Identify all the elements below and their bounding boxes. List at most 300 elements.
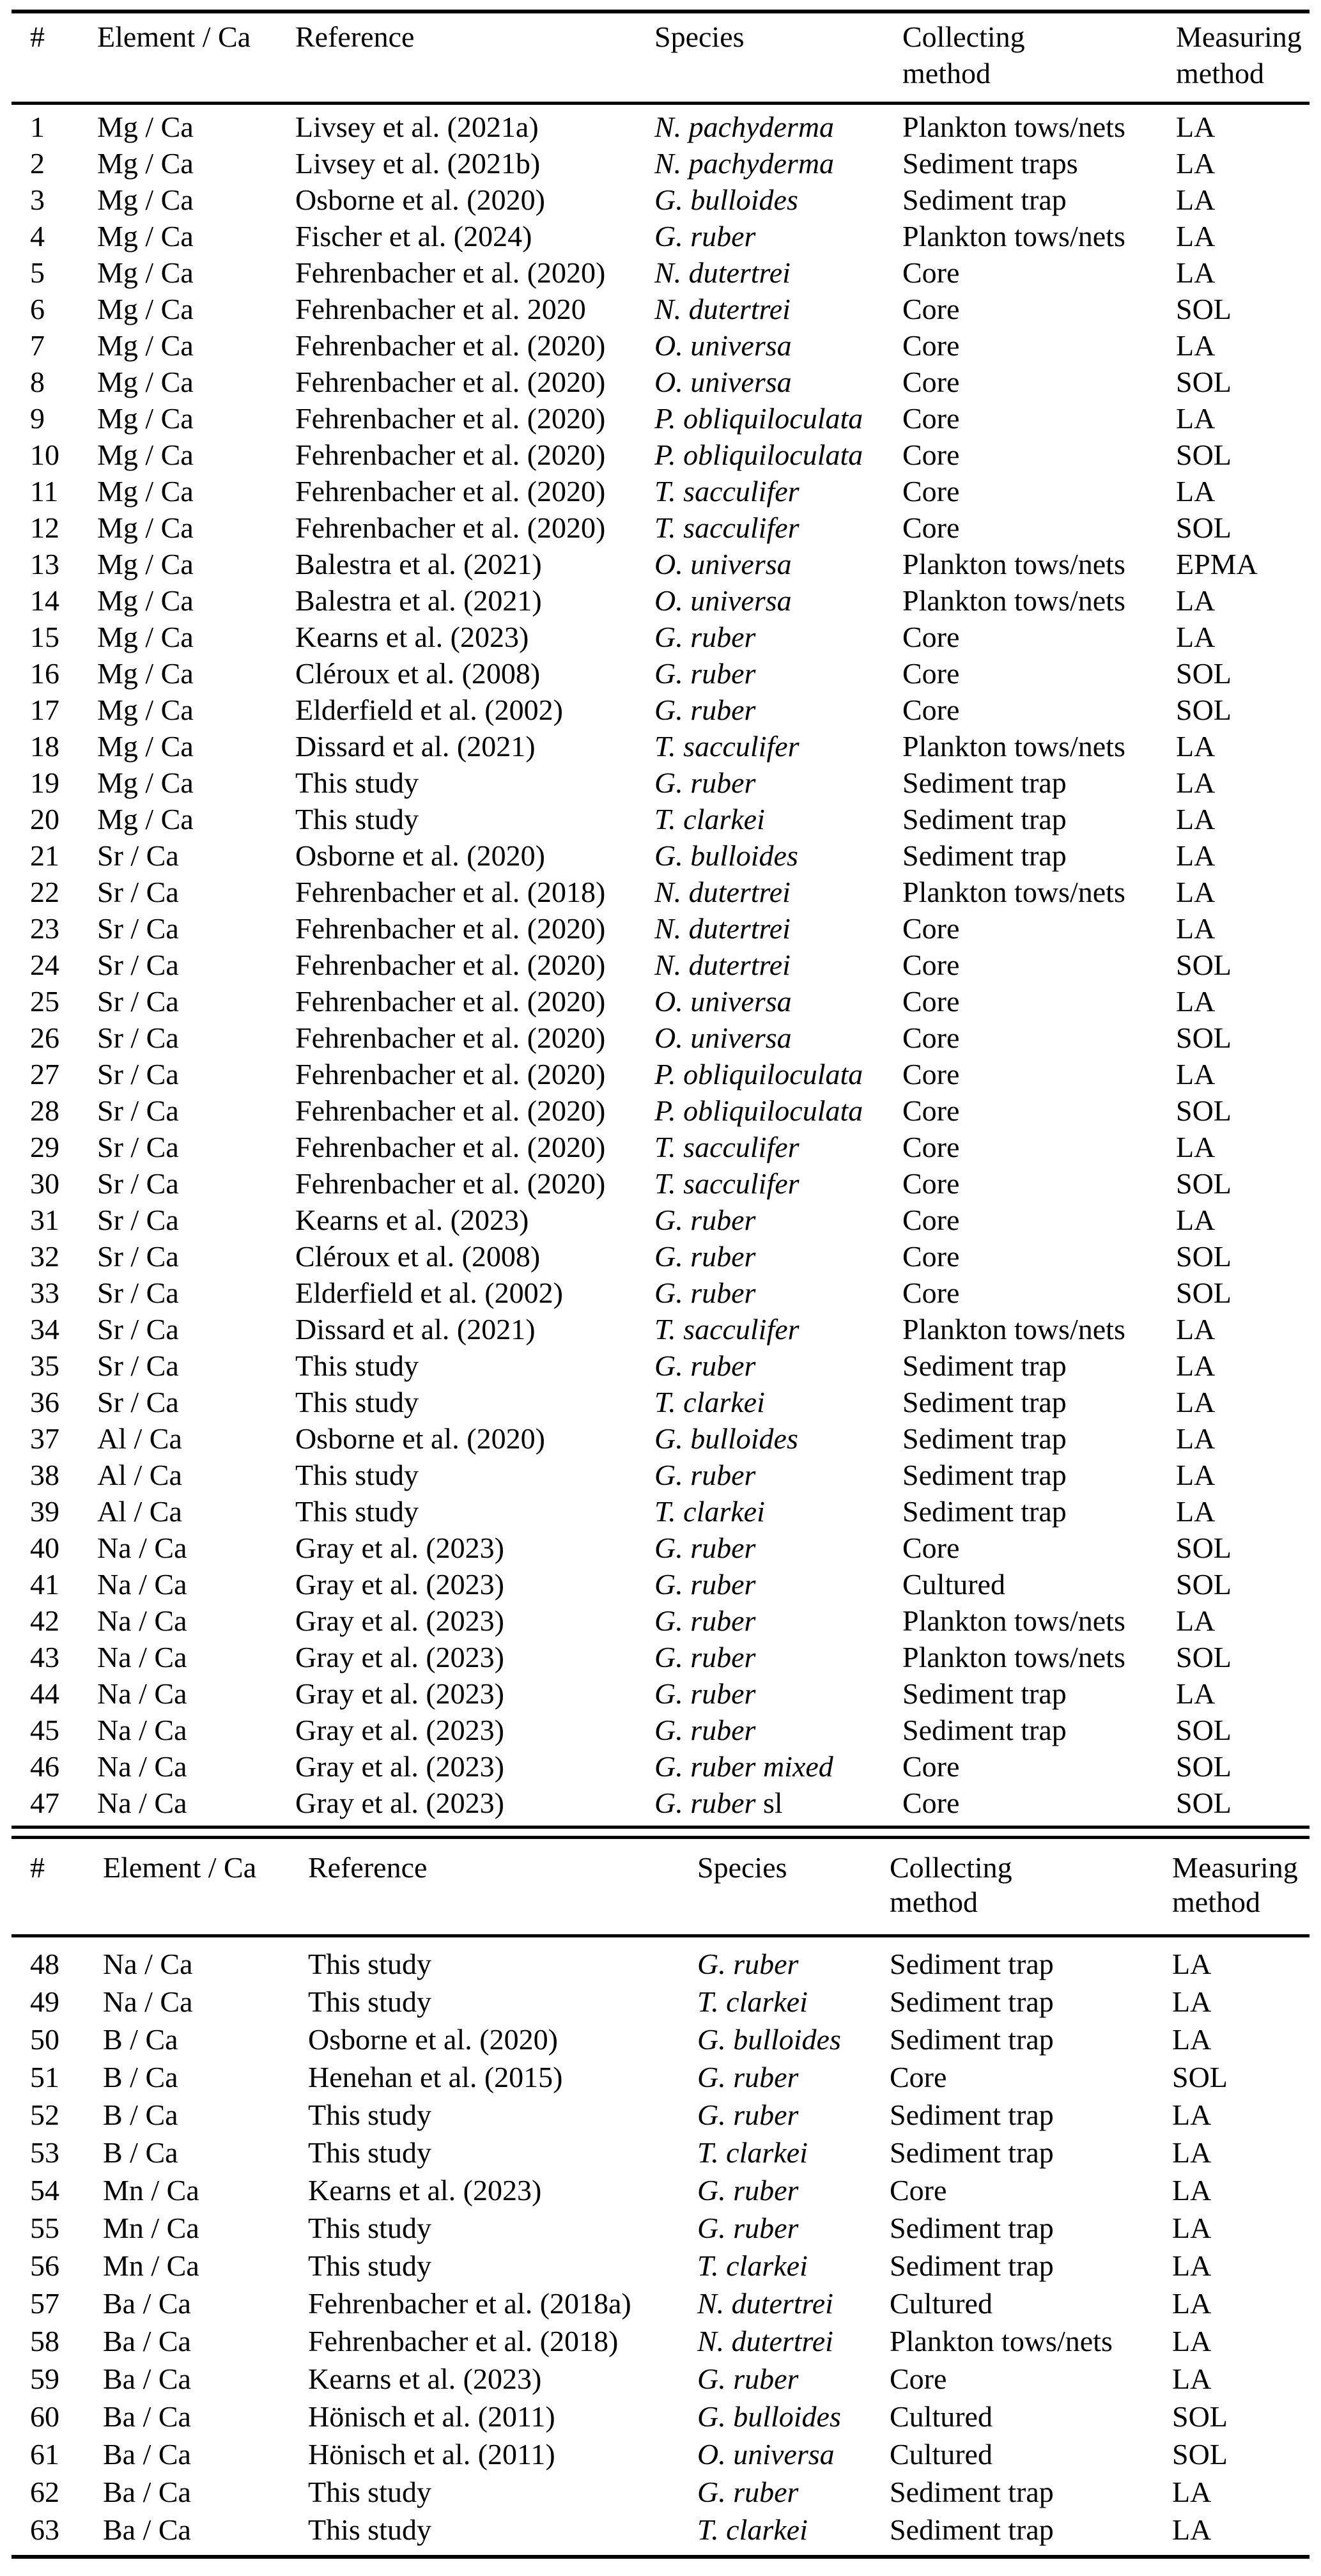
column-header-line: method (1176, 57, 1264, 89)
species-name: N. dutertrei (654, 293, 791, 325)
cell-element: Mg / Ca (97, 730, 194, 763)
cell-reference: Fehrenbacher et al. (2020) (295, 1131, 606, 1163)
cell-element: Na / Ca (97, 1532, 187, 1564)
cell-measuring: LA (1172, 2363, 1212, 2395)
species-name: O. universa (654, 548, 792, 580)
cell-measuring: LA (1176, 1459, 1216, 1491)
table-row (12, 327, 1309, 364)
cell-reference: This study (308, 2249, 431, 2282)
table-row (12, 291, 1309, 327)
cell-measuring: SOL (1176, 1240, 1232, 1273)
cell-reference: This study (308, 2099, 431, 2131)
cell-collecting: Plankton tows/nets (902, 730, 1125, 763)
column-header-line: method (890, 1886, 978, 1918)
cell-reference: Fehrenbacher et al. (2020) (295, 256, 606, 289)
cell-measuring: LA (1172, 2476, 1212, 2508)
cell-measuring: LA (1172, 1985, 1212, 2018)
cell-reference: Fehrenbacher et al. (2020) (295, 949, 606, 981)
cell-num: 19 (30, 766, 59, 799)
cell-reference: Cléroux et al. (2008) (295, 657, 541, 690)
cell-num: 25 (30, 985, 59, 1018)
cell-num: 48 (30, 1948, 59, 1980)
cell-num: 57 (30, 2287, 59, 2320)
species-name: O. universa (654, 1021, 792, 1054)
cell-collecting: Core (902, 949, 960, 981)
cell-collecting: Sediment trap (902, 1386, 1067, 1418)
cell-species (654, 509, 902, 546)
cell-element: Mg / Ca (97, 803, 194, 835)
cell-reference: Fehrenbacher et al. (2018) (308, 2325, 619, 2357)
cell-num: 22 (30, 876, 59, 908)
cell-species (654, 1712, 902, 1748)
cell-collecting: Cultured (890, 2287, 993, 2320)
species-name: T. clarkei (654, 1495, 765, 1528)
cell-num: 55 (30, 2212, 59, 2244)
cell-num: 21 (30, 839, 59, 872)
cell-reference: Livsey et al. (2021a) (295, 111, 539, 143)
cell-reference: Elderfield et al. (2002) (295, 1276, 563, 1309)
table-row (12, 1311, 1309, 1347)
cell-element: Mg / Ca (97, 183, 194, 216)
cell-collecting: Core (902, 694, 960, 726)
cell-measuring: LA (1176, 766, 1216, 799)
cell-measuring: SOL (1176, 1532, 1232, 1564)
cell-collecting: Plankton tows/nets (902, 548, 1125, 580)
cell-species (654, 764, 902, 801)
cell-num: 51 (30, 2061, 59, 2093)
cell-num: 7 (30, 329, 45, 362)
species-name: N. pachyderma (654, 147, 835, 180)
table-row (12, 2398, 1309, 2435)
table-row (12, 1420, 1309, 1457)
table-row (12, 947, 1309, 983)
table-row (12, 1384, 1309, 1420)
cell-collecting: Core (902, 1167, 960, 1200)
cell-reference: This study (295, 1386, 419, 1418)
cell-num: 18 (30, 730, 59, 763)
cell-reference: Fehrenbacher et al. (2020) (295, 1094, 606, 1127)
cell-num: 24 (30, 949, 59, 981)
cell-num: 4 (30, 220, 45, 252)
cell-measuring: LA (1172, 2136, 1212, 2169)
cell-element: B / Ca (103, 2099, 178, 2131)
column-header-collecting (890, 1838, 1172, 1936)
table-row (12, 837, 1309, 874)
cell-measuring: LA (1172, 1948, 1212, 1980)
cell-collecting: Core (902, 912, 960, 945)
species-name: N. dutertrei (697, 2287, 833, 2320)
cell-measuring: SOL (1176, 657, 1232, 690)
cell-species (654, 473, 902, 509)
cell-collecting: Plankton tows/nets (902, 1641, 1125, 1673)
cell-element: Mn / Ca (103, 2212, 199, 2244)
cell-num: 9 (30, 402, 45, 435)
cell-num: 44 (30, 1677, 59, 1710)
table-row (12, 2021, 1309, 2058)
cell-species (654, 874, 902, 910)
cell-species (654, 1020, 902, 1056)
cell-collecting: Sediment trap (890, 1948, 1054, 1980)
cell-measuring: LA (1176, 147, 1216, 180)
cell-species (654, 801, 902, 837)
cell-reference: Fehrenbacher et al. (2018a) (308, 2287, 631, 2320)
cell-reference: Fehrenbacher et al. (2020) (295, 475, 606, 508)
cell-species (654, 327, 902, 364)
cell-measuring: LA (1176, 1677, 1216, 1710)
cell-measuring: LA (1172, 2513, 1212, 2546)
cell-num: 45 (30, 1714, 59, 1746)
cell-reference: This study (308, 1985, 431, 2018)
table-row (12, 1238, 1309, 1275)
cell-species (654, 1384, 902, 1420)
cell-element: Sr / Ca (97, 1240, 179, 1273)
cell-measuring: LA (1176, 876, 1216, 908)
cell-measuring: SOL (1176, 949, 1232, 981)
species-name: T. clarkei (697, 2513, 808, 2546)
cell-reference: Kearns et al. (2023) (295, 1204, 529, 1236)
cell-collecting: Sediment trap (890, 2513, 1054, 2546)
cell-species (697, 2171, 890, 2209)
cell-element: Ba / Ca (103, 2287, 191, 2320)
cell-element: Mg / Ca (97, 329, 194, 362)
cell-measuring: SOL (1176, 293, 1232, 325)
species-name: G. bulloides (654, 183, 798, 216)
table-body-part-1 (12, 104, 1309, 1827)
table-row (12, 1457, 1309, 1493)
cell-reference: Fehrenbacher et al. 2020 (295, 293, 586, 325)
species-name: N. dutertrei (697, 2325, 833, 2357)
cell-measuring: LA (1172, 2325, 1212, 2357)
table-row (12, 1566, 1309, 1602)
cell-reference: Dissard et al. (2021) (295, 1313, 536, 1346)
cell-num: 34 (30, 1313, 59, 1346)
species-name: G. ruber (654, 1276, 756, 1309)
cell-measuring: LA (1172, 2249, 1212, 2282)
cell-element: Sr / Ca (97, 876, 179, 908)
cell-collecting: Sediment trap (890, 2476, 1054, 2508)
species-name: T. sacculifer (654, 1167, 800, 1200)
column-header-line: Measuring (1176, 20, 1302, 53)
cell-reference: Gray et al. (2023) (295, 1750, 504, 1783)
cell-element: Sr / Ca (97, 1094, 179, 1127)
cell-measuring: LA (1172, 2212, 1212, 2244)
species-name: T. clarkei (697, 2249, 808, 2282)
cell-reference: Fehrenbacher et al. (2020) (295, 1058, 606, 1090)
cell-species (654, 104, 902, 146)
cell-species (654, 983, 902, 1020)
cell-species (654, 1092, 902, 1129)
cell-element: Mg / Ca (97, 511, 194, 544)
cell-species (654, 910, 902, 947)
cell-element: B / Ca (103, 2061, 178, 2093)
table-row (12, 2285, 1309, 2322)
cell-collecting: Core (902, 475, 960, 508)
table-row (12, 2058, 1309, 2096)
species-name: G. bulloides (697, 2023, 841, 2056)
cell-element: Mg / Ca (97, 366, 194, 398)
column-header-line: method (902, 57, 991, 89)
cell-collecting: Plankton tows/nets (902, 1313, 1125, 1346)
table-row (12, 764, 1309, 801)
cell-num: 31 (30, 1204, 59, 1236)
cell-reference: Fehrenbacher et al. (2020) (295, 1167, 606, 1200)
cell-reference: This study (295, 1349, 419, 1382)
cell-collecting: Sediment traps (902, 147, 1078, 180)
species-name: G. ruber (697, 2174, 799, 2207)
cell-reference: This study (295, 1495, 419, 1528)
species-name: G. ruber (654, 1714, 756, 1746)
cell-element: Na / Ca (103, 1985, 193, 2018)
cell-num: 30 (30, 1167, 59, 1200)
cell-collecting: Sediment trap (890, 2099, 1054, 2131)
cell-reference: Gray et al. (2023) (295, 1714, 504, 1746)
cell-measuring: SOL (1176, 1021, 1232, 1054)
species-name: T. clarkei (654, 1386, 765, 1418)
cell-collecting: Core (902, 366, 960, 398)
cell-collecting: Plankton tows/nets (902, 220, 1125, 252)
cell-reference: Fehrenbacher et al. (2020) (295, 438, 606, 471)
table-row (12, 2511, 1309, 2557)
cell-measuring: LA (1172, 2287, 1212, 2320)
table-row (12, 1202, 1309, 1238)
cell-species (654, 1748, 902, 1785)
cell-reference: Fehrenbacher et al. (2020) (295, 366, 606, 398)
table-row (12, 1639, 1309, 1675)
cell-num: 61 (30, 2438, 59, 2471)
cell-measuring: LA (1176, 839, 1216, 872)
species-name: N. dutertrei (654, 912, 791, 945)
cell-collecting: Core (902, 985, 960, 1018)
cell-num: 6 (30, 293, 45, 325)
table-header-part-2 (12, 1838, 1309, 1936)
cell-element: Sr / Ca (97, 912, 179, 945)
cell-collecting: Sediment trap (890, 2023, 1054, 2056)
cell-measuring: SOL (1176, 1094, 1232, 1127)
table-row (12, 728, 1309, 764)
cell-collecting: Plankton tows/nets (902, 111, 1125, 143)
column-header-measuring (1172, 1838, 1309, 1936)
cell-element: Na / Ca (97, 1714, 187, 1746)
species-name: G. ruber (654, 1240, 756, 1273)
cell-species (654, 1238, 902, 1275)
cell-reference: Kearns et al. (2023) (295, 621, 529, 653)
cell-species (654, 1275, 902, 1311)
cell-element: Al / Ca (97, 1459, 182, 1491)
species-name: T. sacculifer (654, 475, 800, 508)
cell-species (654, 655, 902, 692)
cell-collecting: Core (902, 329, 960, 362)
cell-element: Na / Ca (97, 1787, 187, 1819)
cell-num: 59 (30, 2363, 59, 2395)
cell-reference: Gray et al. (2023) (295, 1677, 504, 1710)
cell-measuring: SOL (1176, 1750, 1232, 1783)
cell-collecting: Core (902, 1094, 960, 1127)
cell-collecting: Sediment trap (902, 1349, 1067, 1382)
table-row (12, 1602, 1309, 1639)
species-name: P. obliquiloculata (654, 1058, 863, 1090)
cell-element: Mg / Ca (97, 584, 194, 617)
cell-element: Sr / Ca (97, 985, 179, 1018)
cell-species (654, 1639, 902, 1675)
cell-num: 29 (30, 1131, 59, 1163)
cell-species (697, 2285, 890, 2322)
cell-measuring: LA (1176, 730, 1216, 763)
cell-collecting: Core (902, 1058, 960, 1090)
species-name: G. ruber (654, 1677, 756, 1710)
species-name: G. ruber (654, 1568, 756, 1601)
cell-num: 49 (30, 1985, 59, 2018)
cell-species (654, 582, 902, 619)
species-name: O. universa (654, 584, 792, 617)
cell-reference: Osborne et al. (2020) (295, 839, 545, 872)
cell-num: 36 (30, 1386, 59, 1418)
cell-species (697, 1983, 890, 2021)
cell-reference: This study (295, 1459, 419, 1491)
cell-reference: Fehrenbacher et al. (2020) (295, 402, 606, 435)
cell-collecting: Core (902, 621, 960, 653)
cell-measuring: SOL (1176, 1787, 1232, 1819)
cell-species (697, 2247, 890, 2285)
cell-collecting: Sediment trap (890, 1985, 1054, 2018)
table-row (12, 1056, 1309, 1092)
cell-species (654, 1129, 902, 1165)
cell-element: Mg / Ca (97, 694, 194, 726)
column-header-collecting (902, 12, 1176, 104)
species-name: P. obliquiloculata (654, 402, 863, 435)
cell-element: Mg / Ca (97, 438, 194, 471)
species-name: T. sacculifer (654, 730, 800, 763)
table-row (12, 2435, 1309, 2473)
cell-num: 37 (30, 1422, 59, 1455)
cell-species (654, 400, 902, 437)
species-name: T. clarkei (697, 2136, 808, 2169)
cell-collecting: Plankton tows/nets (902, 584, 1125, 617)
table-row (12, 546, 1309, 582)
cell-measuring: SOL (1176, 1641, 1232, 1673)
cell-reference: Cléroux et al. (2008) (295, 1240, 541, 1273)
table-row (12, 1936, 1309, 1983)
header-row (12, 12, 1309, 104)
cell-reference: Fehrenbacher et al. (2020) (295, 511, 606, 544)
cell-num: 42 (30, 1604, 59, 1637)
cell-num: 60 (30, 2400, 59, 2433)
cell-num: 2 (30, 147, 45, 180)
cell-collecting: Sediment trap (902, 803, 1067, 835)
cell-num: 35 (30, 1349, 59, 1382)
column-header-species: Species (654, 12, 902, 104)
cell-element: Mg / Ca (97, 475, 194, 508)
cell-collecting: Sediment trap (902, 1714, 1067, 1746)
cell-species (654, 1566, 902, 1602)
table-row (12, 1748, 1309, 1785)
cell-measuring: LA (1176, 1313, 1216, 1346)
cell-num: 41 (30, 1568, 59, 1601)
table-row (12, 874, 1309, 910)
cell-collecting: Core (902, 1787, 960, 1819)
cell-collecting: Sediment trap (890, 2249, 1054, 2282)
cell-element: Sr / Ca (97, 1131, 179, 1163)
species-name: T. sacculifer (654, 1131, 800, 1163)
table-row (12, 1129, 1309, 1165)
table-row (12, 801, 1309, 837)
cell-species (697, 2511, 890, 2557)
cell-reference: This study (308, 2212, 431, 2244)
table-row (12, 1165, 1309, 1202)
species-name: O. universa (654, 366, 792, 398)
cell-element: Sr / Ca (97, 1276, 179, 1309)
cell-element: Mg / Ca (97, 111, 194, 143)
species-name: P. obliquiloculata (654, 438, 863, 471)
cell-measuring: LA (1176, 402, 1216, 435)
cell-num: 58 (30, 2325, 59, 2357)
cell-measuring: SOL (1176, 694, 1232, 726)
table-row (12, 182, 1309, 218)
cell-species (697, 2398, 890, 2435)
table-row (12, 364, 1309, 400)
cell-reference: This study (295, 766, 419, 799)
cell-num: 10 (30, 438, 59, 471)
cell-collecting: Plankton tows/nets (890, 2325, 1113, 2357)
table-row (12, 1092, 1309, 1129)
table-row (12, 400, 1309, 437)
cell-species (654, 728, 902, 764)
cell-num: 62 (30, 2476, 59, 2508)
species-name: O. universa (654, 985, 792, 1018)
cell-species (654, 1420, 902, 1457)
species-name: T. clarkei (697, 1985, 808, 2018)
column-header-element: Element / Ca (97, 12, 295, 104)
cell-num: 63 (30, 2513, 59, 2546)
cell-num: 27 (30, 1058, 59, 1090)
table-row (12, 437, 1309, 473)
species-name: G. ruber (654, 621, 756, 653)
cell-element: Mg / Ca (97, 621, 194, 653)
cell-measuring: LA (1176, 1604, 1216, 1637)
cell-reference: Elderfield et al. (2002) (295, 694, 563, 726)
cell-collecting: Core (902, 256, 960, 289)
cell-species (654, 291, 902, 327)
cell-species (654, 254, 902, 291)
cell-reference: This study (308, 2476, 431, 2508)
cell-element: Ba / Ca (103, 2438, 191, 2471)
species-name: G. ruber (697, 2061, 799, 2093)
cell-species (697, 2209, 890, 2247)
cell-measuring: SOL (1172, 2061, 1228, 2093)
cell-collecting: Core (902, 1021, 960, 1054)
elements-table-part-2 (12, 1836, 1309, 2559)
species-name: N. dutertrei (654, 256, 791, 289)
cell-element: B / Ca (103, 2136, 178, 2169)
cell-measuring: LA (1172, 2174, 1212, 2207)
cell-species (654, 619, 902, 655)
cell-reference: Dissard et al. (2021) (295, 730, 536, 763)
cell-element: Al / Ca (97, 1422, 182, 1455)
cell-species (697, 2473, 890, 2511)
cell-element: Sr / Ca (97, 1349, 179, 1382)
table-row (12, 2360, 1309, 2398)
species-name: G. ruber (654, 1459, 756, 1491)
cell-collecting: Core (902, 1276, 960, 1309)
table-row (12, 2322, 1309, 2360)
table-row (12, 1275, 1309, 1311)
table-row (12, 1675, 1309, 1712)
species-name: G. ruber (654, 1204, 756, 1236)
cell-num: 53 (30, 2136, 59, 2169)
cell-reference: Livsey et al. (2021b) (295, 147, 541, 180)
species-name: N. dutertrei (654, 876, 791, 908)
species-name: G. ruber (697, 1948, 799, 1980)
cell-collecting: Cultured (890, 2438, 993, 2471)
